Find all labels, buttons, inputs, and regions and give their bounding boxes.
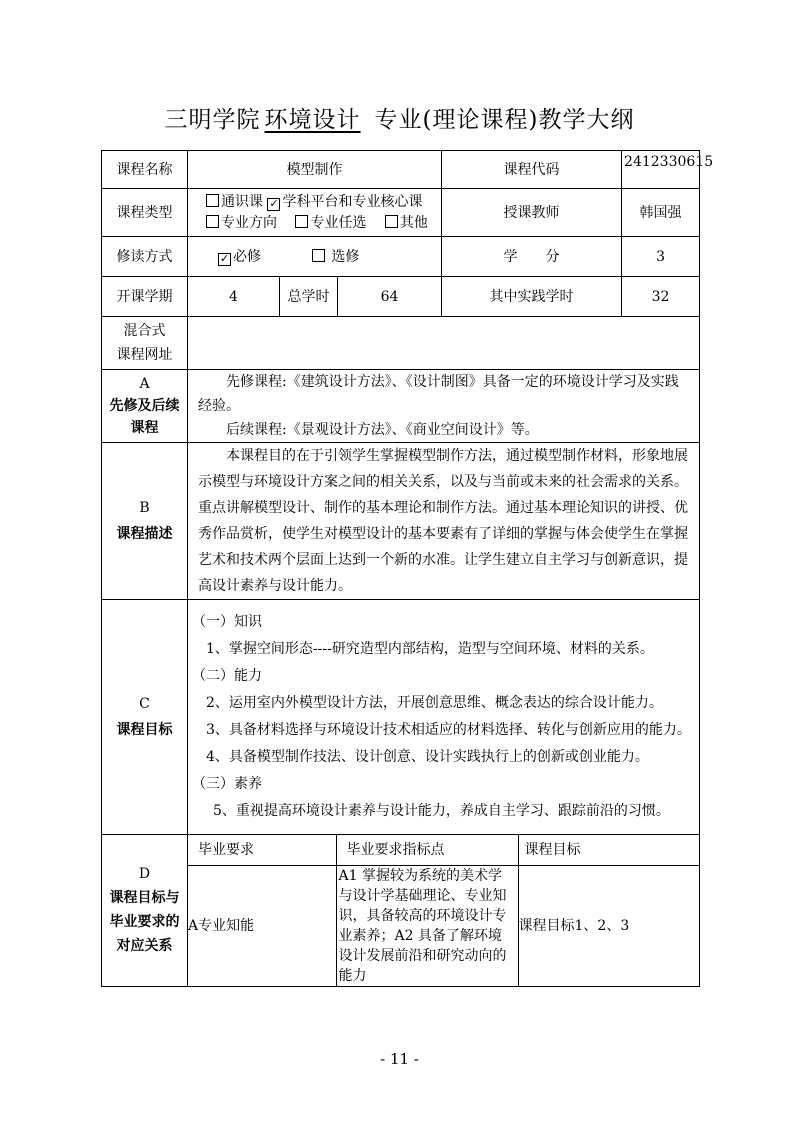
course-code-value: 2412330615 (622, 151, 700, 189)
objective-heading-literacy: （三）素养 (192, 776, 262, 792)
teacher-value: 韩国强 (622, 189, 700, 237)
page-number: - 11 - (380, 1050, 419, 1068)
checkbox-direction (206, 215, 219, 228)
objective-heading-ability: （二）能力 (192, 668, 262, 684)
header-indicator: 毕业要求指标点 (336, 835, 518, 865)
objective-item-5: 5、重视提高环境设计素养与设计能力，养成自主学习、跟踪前沿的习惯。 (213, 803, 670, 819)
page-title: 三明学院 环境设计 专业(理论课程)教学大纲 (0, 101, 799, 134)
section-d-label: D 课程目标与 毕业要求的 对应关系 (102, 835, 188, 987)
course-url-value (188, 317, 700, 370)
course-name-value: 模型制作 (188, 151, 442, 189)
graduation-requirement-cell: A专业知能 (188, 865, 336, 986)
checkbox-elective (312, 249, 325, 262)
header-course-objective: 课程目标 (518, 835, 699, 865)
course-url-label: 混合式 课程网址 (102, 317, 188, 370)
study-mode-label: 修读方式 (102, 237, 188, 277)
total-hours-value: 64 (338, 277, 442, 317)
practice-hours-value: 32 (622, 277, 700, 317)
credit-label: 学 分 (442, 237, 622, 277)
section-a-label: A 先修及后续 课程 (102, 370, 188, 443)
major-name: 环境设计 (264, 107, 361, 133)
course-type-label: 课程类型 (102, 189, 188, 237)
checkbox-general (206, 194, 219, 207)
section-b-label: B 课程描述 (102, 443, 188, 600)
syllabus-table (101, 150, 714, 987)
objective-heading-knowledge: （一）知识 (192, 614, 262, 630)
course-description: 本课程目的在于引领学生掌握模型制作方法，通过模型制作材料，形象地展示模型与环境设计方案之间的相关关系，以及与当前或未来的社会需求的关系。重点讲解模型设计、制作的基本理论和制作方法。通过基本理论知识的讲授、优秀作品赏析，使学生对模型设计的基本要素有了详细的掌握与体会使学生在掌握艺术和技术两个层面上达到一个新的水准。让学生建立自主学习与创新意识，提高设计素养与设计能力。 (198, 448, 688, 594)
checkbox-required-checked: ✓ (219, 251, 230, 265)
follow-up-courses: 后续课程:《景观设计方法》、《商业空间设计》等。 (226, 422, 539, 438)
prerequisite-courses: 先修课程:《建筑设计方法》、《设计制图》具备一定的环境设计学习及实践经验。 (198, 374, 679, 414)
total-hours-label: 总学时 (280, 277, 338, 317)
section-a-content (188, 370, 700, 443)
practice-hours-label: 其中实践学时 (442, 277, 622, 317)
checkbox-other (385, 215, 398, 228)
course-name-label: 课程名称 (102, 151, 188, 189)
checkbox-core-checked: ✓ (269, 196, 279, 210)
section-b-content (188, 443, 700, 600)
section-c-content (188, 600, 700, 835)
course-objective-cell: 课程目标1、2、3 (518, 865, 699, 986)
term-value: 4 (188, 277, 280, 317)
objective-item-3: 3、具备材料选择与环境设计技术相适应的材料选择、转化与创新应用的能力。 (206, 722, 691, 738)
teacher-label: 授课教师 (442, 189, 622, 237)
requirements-mapping-table (188, 835, 699, 986)
objective-item-1: 1、掌握空间形态----研究造型内部结构，造型与空间环境、材料的关系。 (206, 641, 654, 657)
term-label: 开课学期 (102, 277, 188, 317)
section-c-label: C 课程目标 (102, 600, 188, 835)
course-type-options: 通识课 ✓ 学科平台和专业核心课 专业方向 专业任选 其他 (188, 189, 442, 237)
indicator-cell: A1 掌握较为系统的美术学与设计学基础理论、专业知识，具备较高的环境设计专业素养；A2 具备了解环境设计发展前沿和研究动向的能力 (336, 865, 518, 986)
checkbox-optional (295, 215, 308, 228)
course-code-label: 课程代码 (442, 151, 622, 189)
objective-item-4: 4、具备模型制作技法、设计创意、设计实践执行上的创新或创业能力。 (206, 749, 649, 765)
credit-value: 3 (622, 237, 700, 277)
section-d-content (188, 835, 700, 987)
objective-item-2: 2、运用室内外模型设计方法，开展创意思维、概念表达的综合设计能力。 (206, 695, 663, 711)
study-mode-options: ✓ 必修 选修 (188, 237, 442, 277)
header-graduation-requirement: 毕业要求 (188, 835, 336, 865)
